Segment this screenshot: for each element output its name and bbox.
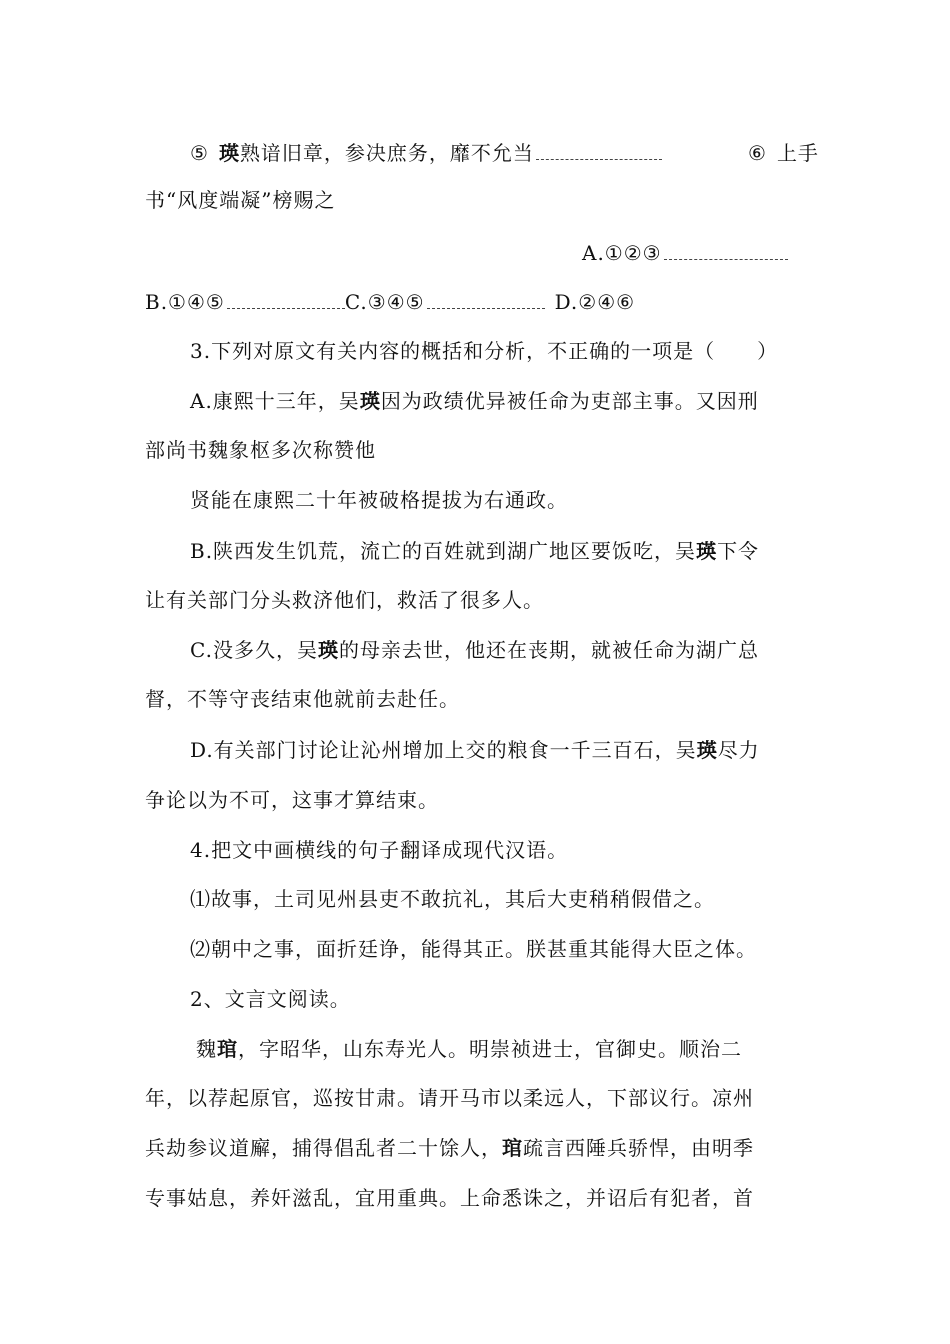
question-3-option-d-cont: 争论以为不可，这事才算结束。	[145, 788, 439, 812]
person-name: 瑛	[696, 539, 718, 563]
option-a: A.①②③	[582, 241, 662, 265]
question-3-option-a: A.康熙十三年，吴瑛因为政绩优异被任命为吏部主事。又因刑	[190, 389, 759, 413]
section-heading: 2、文言文阅读。	[190, 987, 351, 1011]
question-4-sentence-1: ⑴故事，土司见州县吏不敢抗礼，其后大吏稍稍假借之。	[190, 887, 715, 911]
item-6-start	[748, 140, 819, 166]
person-name: 琯	[217, 1037, 238, 1061]
answer-blank	[536, 149, 662, 160]
passage-line-1: 魏琯，字昭华，山东寿光人。明崇祯进士，官御史。顺治二	[196, 1037, 742, 1061]
passage-line-3: 兵劫参议道廨，捕得倡乱者二十馀人，琯疏言西陲兵骄悍，由明季	[145, 1136, 754, 1160]
person-name: 琯	[502, 1136, 523, 1160]
answer-blank	[664, 249, 788, 260]
passage-line-4: 专事姑息，养奸滋乱，宜用重典。上命悉诛之，并诏后有犯者，首	[145, 1186, 754, 1210]
item-6-text-b: 书“风度端凝”榜赐之	[145, 188, 336, 212]
question-3-option-c-cont: 督，不等守丧结束他就前去赴任。	[145, 687, 460, 711]
person-name: 瑛	[218, 141, 240, 165]
item-5-line	[190, 140, 662, 166]
item-6-continuation	[145, 187, 335, 213]
question-3-stem: 3.下列对原文有关内容的概括和分析，不正确的一项是（ ）	[190, 339, 779, 363]
answer-blank	[427, 298, 545, 309]
question-4-sentence-2: ⑵朝中之事，面折廷诤，能得其正。朕甚重其能得大臣之体。	[190, 937, 757, 961]
person-name: 瑛	[696, 738, 718, 762]
question-3-option-a-cont: 部尚书魏象枢多次称赞他	[145, 438, 376, 462]
question-3-option-d: D.有关部门讨论让沁州增加上交的粮食一千三百石，吴瑛尽力	[190, 738, 760, 762]
question-3-option-b: B.陕西发生饥荒，流亡的百姓就到湖广地区要饭吃，吴瑛下令	[190, 539, 760, 563]
item-5-marker: ⑤	[190, 141, 209, 165]
option-b: B.①④⑤	[145, 290, 225, 314]
question-3-option-a-cont2: 贤能在康熙二十年被破格提拔为右通政。	[190, 488, 568, 512]
option-d: D.②④⑥	[554, 290, 636, 314]
passage-line-2: 年，以荐起原官，巡按甘肃。请开马市以柔远人，下部议行。凉州	[145, 1086, 754, 1110]
item-5-text: 熟谙旧章，参决庶务，靡不允当	[239, 141, 534, 165]
option-a-line	[582, 240, 788, 266]
person-name: 瑛	[317, 638, 339, 662]
person-name: 瑛	[359, 389, 381, 413]
item-6-text-a: 上手	[776, 141, 819, 165]
question-3-option-c: C.没多久，吴瑛的母亲去世，他还在丧期，就被任命为湖广总	[190, 638, 759, 662]
question-3-option-b-cont: 让有关部门分头救济他们，救活了很多人。	[145, 588, 544, 612]
options-bcd-line	[145, 289, 635, 315]
question-4-stem: 4.把文中画横线的句子翻译成现代汉语。	[190, 838, 569, 862]
item-6-marker: ⑥	[748, 141, 767, 165]
option-c: C.③④⑤	[344, 290, 425, 314]
answer-blank	[227, 298, 345, 309]
